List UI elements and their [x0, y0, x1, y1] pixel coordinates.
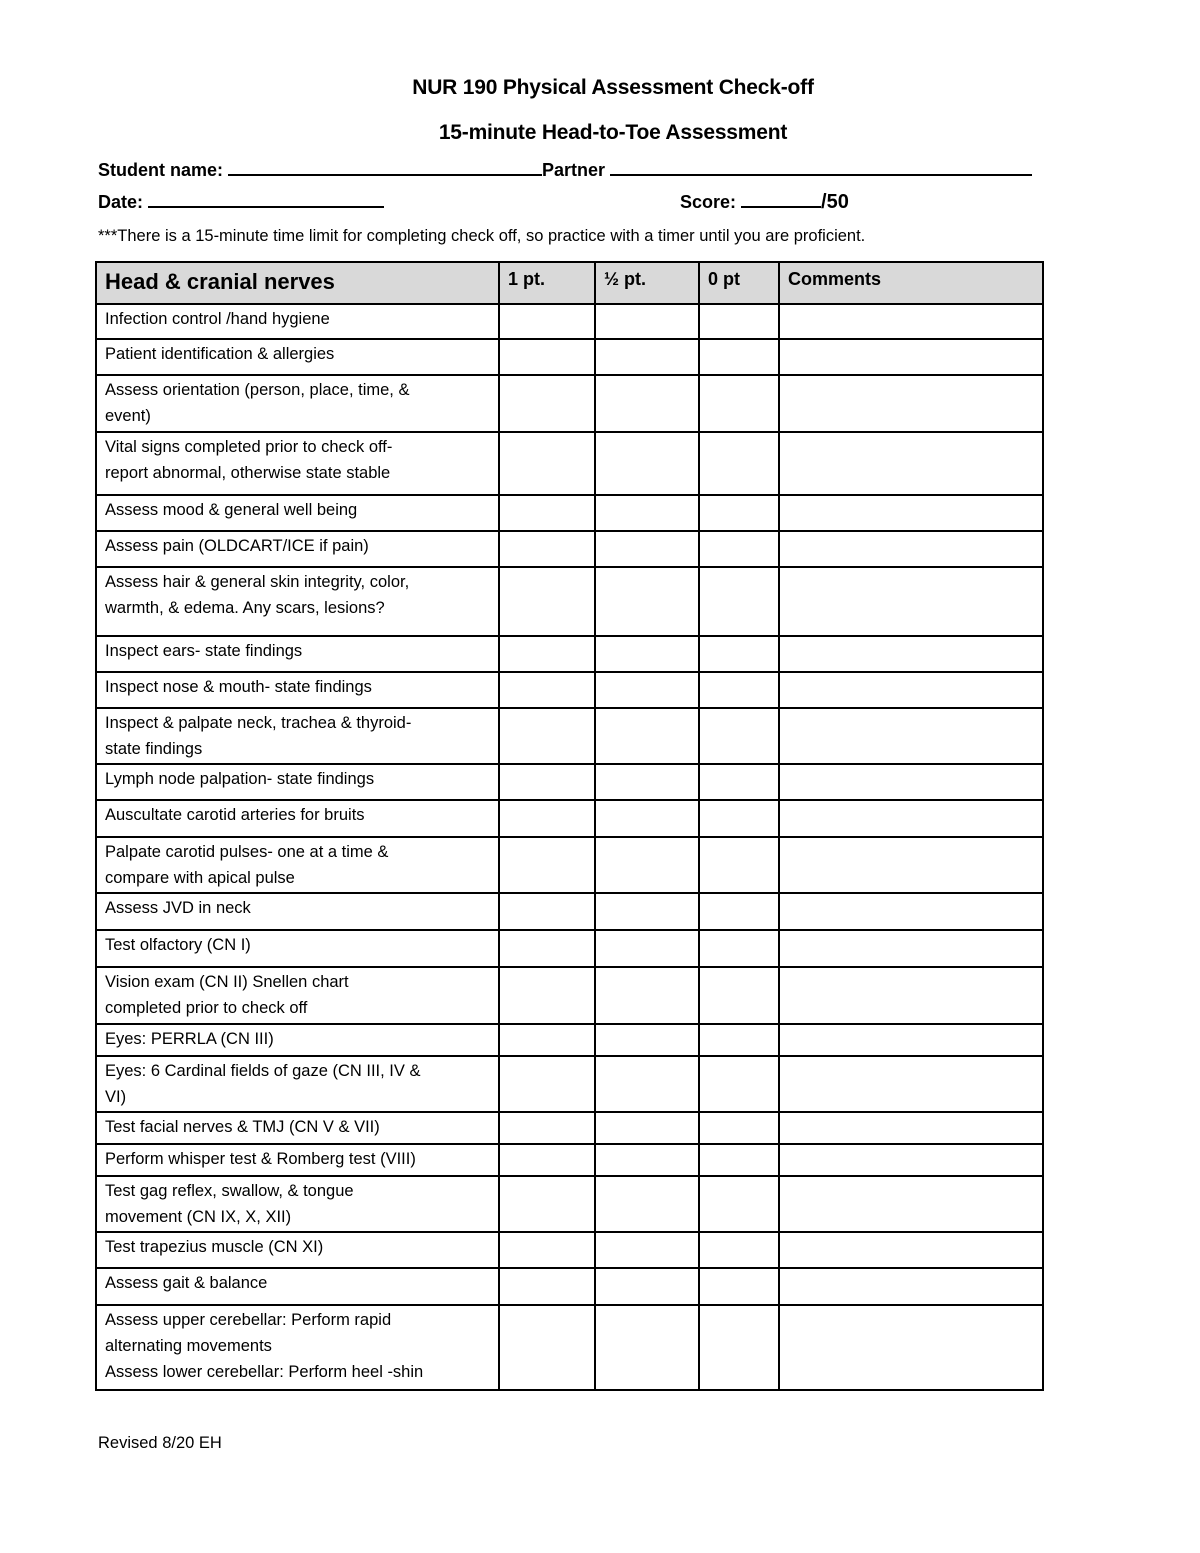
score-half-pt-cell[interactable] — [595, 636, 699, 672]
assessment-item-line: Test olfactory (CN I) — [105, 936, 251, 954]
comments-cell[interactable] — [779, 339, 1043, 375]
score-1pt-cell[interactable] — [499, 432, 595, 495]
date-field[interactable] — [148, 186, 384, 208]
score-0pt-cell[interactable] — [699, 1024, 779, 1056]
assessment-item — [96, 567, 499, 636]
score-0pt-cell[interactable] — [699, 764, 779, 800]
score-1pt-cell[interactable] — [499, 930, 595, 967]
score-1pt-cell[interactable] — [499, 800, 595, 837]
assessment-item-line: Test facial nerves & TMJ (CN V & VII) — [105, 1118, 380, 1136]
score-0pt-cell[interactable] — [699, 967, 779, 1024]
score-half-pt-cell[interactable] — [595, 567, 699, 636]
score-1pt-cell[interactable] — [499, 893, 595, 930]
score-1pt-cell[interactable] — [499, 764, 595, 800]
score-0pt-cell[interactable] — [699, 375, 779, 432]
assessment-item-line: Assess pain (OLDCART/ICE if pain) — [105, 537, 369, 555]
assessment-item — [96, 531, 499, 567]
table-row — [96, 672, 1043, 708]
assessment-item-line: Assess JVD in neck — [105, 899, 251, 917]
score-1pt-cell[interactable] — [499, 708, 595, 764]
table-row — [96, 1112, 1043, 1144]
comments-cell[interactable] — [779, 1024, 1043, 1056]
score-half-pt-cell[interactable] — [595, 531, 699, 567]
col-header-item: Head & cranial nerves — [96, 262, 499, 304]
col-header-1pt: 1 pt. — [499, 262, 595, 304]
assessment-item — [96, 1176, 499, 1232]
table-row — [96, 1176, 1043, 1232]
table-body — [96, 304, 1043, 1390]
student-name-label: Student name: — [98, 160, 224, 180]
score-1pt-cell[interactable] — [499, 339, 595, 375]
document-title: NUR 190 Physical Assessment Check-off — [412, 76, 814, 99]
table-row — [96, 339, 1043, 375]
score-1pt-cell[interactable] — [499, 567, 595, 636]
score-half-pt-cell[interactable] — [595, 1232, 699, 1268]
comments-cell[interactable] — [779, 967, 1043, 1024]
comments-cell[interactable] — [779, 1112, 1043, 1144]
score-0pt-cell[interactable] — [699, 893, 779, 930]
comments-cell[interactable] — [779, 800, 1043, 837]
comments-cell[interactable] — [779, 1056, 1043, 1112]
assessment-item — [96, 1268, 499, 1305]
score-half-pt-cell[interactable] — [595, 800, 699, 837]
assessment-item — [96, 1112, 499, 1144]
score-half-pt-cell[interactable] — [595, 837, 699, 893]
score-0pt-cell[interactable] — [699, 837, 779, 893]
score-half-pt-cell[interactable] — [595, 304, 699, 339]
student-partner-line — [98, 154, 1032, 181]
score-half-pt-cell[interactable] — [595, 967, 699, 1024]
score-0pt-cell[interactable] — [699, 567, 779, 636]
assessment-item — [96, 495, 499, 531]
comments-cell[interactable] — [779, 837, 1043, 893]
table-row — [96, 837, 1043, 893]
assessment-item-line: Assess upper cerebellar: Perform rapid — [105, 1311, 392, 1329]
score-0pt-cell[interactable] — [699, 708, 779, 764]
assessment-item-line: Assess hair & general skin integrity, color, — [105, 573, 410, 591]
assessment-item — [96, 930, 499, 967]
table-row — [96, 1056, 1043, 1112]
score-0pt-cell[interactable] — [699, 1112, 779, 1144]
score-1pt-cell[interactable] — [499, 531, 595, 567]
comments-cell[interactable] — [779, 893, 1043, 930]
assessment-item-line: Lymph node palpation- state findings — [105, 770, 375, 788]
assessment-item — [96, 1305, 499, 1390]
table-row — [96, 708, 1043, 764]
score-half-pt-cell[interactable] — [595, 764, 699, 800]
date-label: Date: — [98, 192, 144, 212]
score-0pt-cell[interactable] — [699, 930, 779, 967]
assessment-item — [96, 432, 499, 495]
table-row — [96, 893, 1043, 930]
comments-cell[interactable] — [779, 1305, 1043, 1390]
assessment-item — [96, 1024, 499, 1056]
score-1pt-cell[interactable] — [499, 1305, 595, 1390]
score-1pt-cell[interactable] — [499, 837, 595, 893]
assessment-item-line: event) — [105, 407, 151, 425]
score-0pt-cell[interactable] — [699, 800, 779, 837]
table-row — [96, 636, 1043, 672]
assessment-item-line: completed prior to check off — [105, 999, 308, 1017]
score-label: Score: — [680, 192, 737, 212]
table-row — [96, 432, 1043, 495]
assessment-item-line: Test trapezius muscle (CN XI) — [105, 1238, 324, 1256]
comments-cell[interactable] — [779, 304, 1043, 339]
assessment-item-line: Infection control /hand hygiene — [105, 310, 330, 328]
score-1pt-cell[interactable] — [499, 495, 595, 531]
comments-cell[interactable] — [779, 930, 1043, 967]
table-header-row — [96, 262, 1043, 304]
comments-cell[interactable] — [779, 567, 1043, 636]
assessment-item-line: Inspect ears- state findings — [105, 642, 303, 660]
assessment-item-line: Palpate carotid pulses- one at a time & — [105, 843, 389, 861]
col-header-comments: Comments — [779, 262, 1043, 304]
score-1pt-cell[interactable] — [499, 1056, 595, 1112]
table-row — [96, 531, 1043, 567]
table-row — [96, 764, 1043, 800]
assessment-item-line: Patient identification & allergies — [105, 345, 335, 363]
score-0pt-cell[interactable] — [699, 304, 779, 339]
score-half-pt-cell[interactable] — [595, 339, 699, 375]
score-1pt-cell[interactable] — [499, 1144, 595, 1176]
col-header-half-pt: ½ pt. — [595, 262, 699, 304]
comments-cell[interactable] — [779, 1232, 1043, 1268]
score-half-pt-cell[interactable] — [595, 708, 699, 764]
partner-field[interactable] — [610, 154, 1032, 176]
table-row — [96, 1024, 1043, 1056]
assessment-item-line: Inspect & palpate neck, trachea & thyroid- — [105, 714, 412, 732]
score-0pt-cell[interactable] — [699, 432, 779, 495]
date-line — [98, 186, 384, 213]
score-1pt-cell[interactable] — [499, 1176, 595, 1232]
score-0pt-cell[interactable] — [699, 339, 779, 375]
score-half-pt-cell[interactable] — [595, 1176, 699, 1232]
table-row — [96, 495, 1043, 531]
score-half-pt-cell[interactable] — [595, 1268, 699, 1305]
assessment-table — [95, 261, 1044, 1391]
score-total: /50 — [821, 191, 849, 213]
assessment-item-line: Eyes: 6 Cardinal fields of gaze (CN III, IV & — [105, 1062, 421, 1080]
assessment-item — [96, 893, 499, 930]
assessment-item — [96, 1232, 499, 1268]
score-0pt-cell[interactable] — [699, 495, 779, 531]
table-row — [96, 1144, 1043, 1176]
assessment-item — [96, 375, 499, 432]
score-0pt-cell[interactable] — [699, 1305, 779, 1390]
assessment-item — [96, 339, 499, 375]
assessment-item — [96, 1056, 499, 1112]
assessment-item-line: Auscultate carotid arteries for bruits — [105, 806, 365, 824]
table-row — [96, 304, 1043, 339]
assessment-item-line: state findings — [105, 740, 203, 758]
score-half-pt-cell[interactable] — [595, 930, 699, 967]
score-half-pt-cell[interactable] — [595, 1144, 699, 1176]
assessment-item-line: Perform whisper test & Romberg test (VIII) — [105, 1150, 416, 1168]
table-row — [96, 1305, 1043, 1390]
comments-cell[interactable] — [779, 1144, 1043, 1176]
score-0pt-cell[interactable] — [699, 1232, 779, 1268]
assessment-item-line: Vision exam (CN II) Snellen chart — [105, 973, 349, 991]
assessment-item — [96, 672, 499, 708]
assessment-item — [96, 304, 499, 339]
score-0pt-cell[interactable] — [699, 672, 779, 708]
assessment-item-line: VI) — [105, 1088, 127, 1106]
comments-cell[interactable] — [779, 1176, 1043, 1232]
student-name-field[interactable] — [228, 154, 542, 176]
table-row — [96, 375, 1043, 432]
score-line — [680, 186, 849, 214]
assessment-item-line: alternating movements — [105, 1337, 272, 1355]
score-0pt-cell[interactable] — [699, 1176, 779, 1232]
assessment-item-line: movement (CN IX, X, XII) — [105, 1208, 292, 1226]
score-1pt-cell[interactable] — [499, 636, 595, 672]
score-0pt-cell[interactable] — [699, 636, 779, 672]
score-half-pt-cell[interactable] — [595, 672, 699, 708]
comments-cell[interactable] — [779, 636, 1043, 672]
table-row — [96, 567, 1043, 636]
assessment-item-line: Vital signs completed prior to check off- — [105, 438, 393, 456]
score-half-pt-cell[interactable] — [595, 1305, 699, 1390]
score-half-pt-cell[interactable] — [595, 1112, 699, 1144]
score-1pt-cell[interactable] — [499, 1112, 595, 1144]
assessment-item-line: warmth, & edema. Any scars, lesions? — [105, 599, 385, 617]
score-0pt-cell[interactable] — [699, 531, 779, 567]
score-1pt-cell[interactable] — [499, 672, 595, 708]
score-0pt-cell[interactable] — [699, 1268, 779, 1305]
score-half-pt-cell[interactable] — [595, 893, 699, 930]
table-row — [96, 930, 1043, 967]
assessment-item — [96, 837, 499, 893]
assessment-item — [96, 764, 499, 800]
partner-label: Partner — [542, 160, 606, 180]
score-0pt-cell[interactable] — [699, 1056, 779, 1112]
comments-cell[interactable] — [779, 672, 1043, 708]
col-header-0pt: 0 pt — [699, 262, 779, 304]
assessment-item-line: Eyes: PERRLA (CN III) — [105, 1030, 274, 1048]
assessment-item-line: Assess gait & balance — [105, 1274, 268, 1292]
comments-cell[interactable] — [779, 531, 1043, 567]
comments-cell[interactable] — [779, 432, 1043, 495]
table-row — [96, 1232, 1043, 1268]
score-half-pt-cell[interactable] — [595, 375, 699, 432]
score-half-pt-cell[interactable] — [595, 1056, 699, 1112]
comments-cell[interactable] — [779, 1268, 1043, 1305]
score-1pt-cell[interactable] — [499, 967, 595, 1024]
assessment-item-line: Inspect nose & mouth- state findings — [105, 678, 372, 696]
comments-cell[interactable] — [779, 495, 1043, 531]
assessment-item — [96, 708, 499, 764]
assessment-item-line: Assess mood & general well being — [105, 501, 358, 519]
assessment-item-line: Test gag reflex, swallow, & tongue — [105, 1182, 354, 1200]
score-half-pt-cell[interactable] — [595, 432, 699, 495]
score-1pt-cell[interactable] — [499, 304, 595, 339]
assessment-item-line: Assess lower cerebellar: Perform heel -shin — [105, 1363, 424, 1381]
score-half-pt-cell[interactable] — [595, 1024, 699, 1056]
score-field[interactable] — [741, 186, 821, 208]
time-limit-note: ***There is a 15-minute time limit for completing check off, so practice with a timer until you are proficient. — [98, 227, 866, 245]
comments-cell[interactable] — [779, 375, 1043, 432]
score-half-pt-cell[interactable] — [595, 495, 699, 531]
table-row — [96, 1268, 1043, 1305]
revision-footer: Revised 8/20 EH — [98, 1434, 222, 1452]
assessment-item — [96, 967, 499, 1024]
table-row — [96, 800, 1043, 837]
score-0pt-cell[interactable] — [699, 1144, 779, 1176]
assessment-item-line: Assess orientation (person, place, time, & — [105, 381, 410, 399]
score-1pt-cell[interactable] — [499, 375, 595, 432]
score-1pt-cell[interactable] — [499, 1024, 595, 1056]
assessment-item-line: compare with apical pulse — [105, 869, 295, 887]
assessment-item — [96, 1144, 499, 1176]
document-subtitle: 15-minute Head-to-Toe Assessment — [438, 121, 788, 144]
assessment-item — [96, 800, 499, 837]
assessment-item — [96, 636, 499, 672]
score-1pt-cell[interactable] — [499, 1268, 595, 1305]
score-1pt-cell[interactable] — [499, 1232, 595, 1268]
table-row — [96, 967, 1043, 1024]
assessment-item-line: report abnormal, otherwise state stable — [105, 464, 391, 482]
comments-cell[interactable] — [779, 708, 1043, 764]
comments-cell[interactable] — [779, 764, 1043, 800]
